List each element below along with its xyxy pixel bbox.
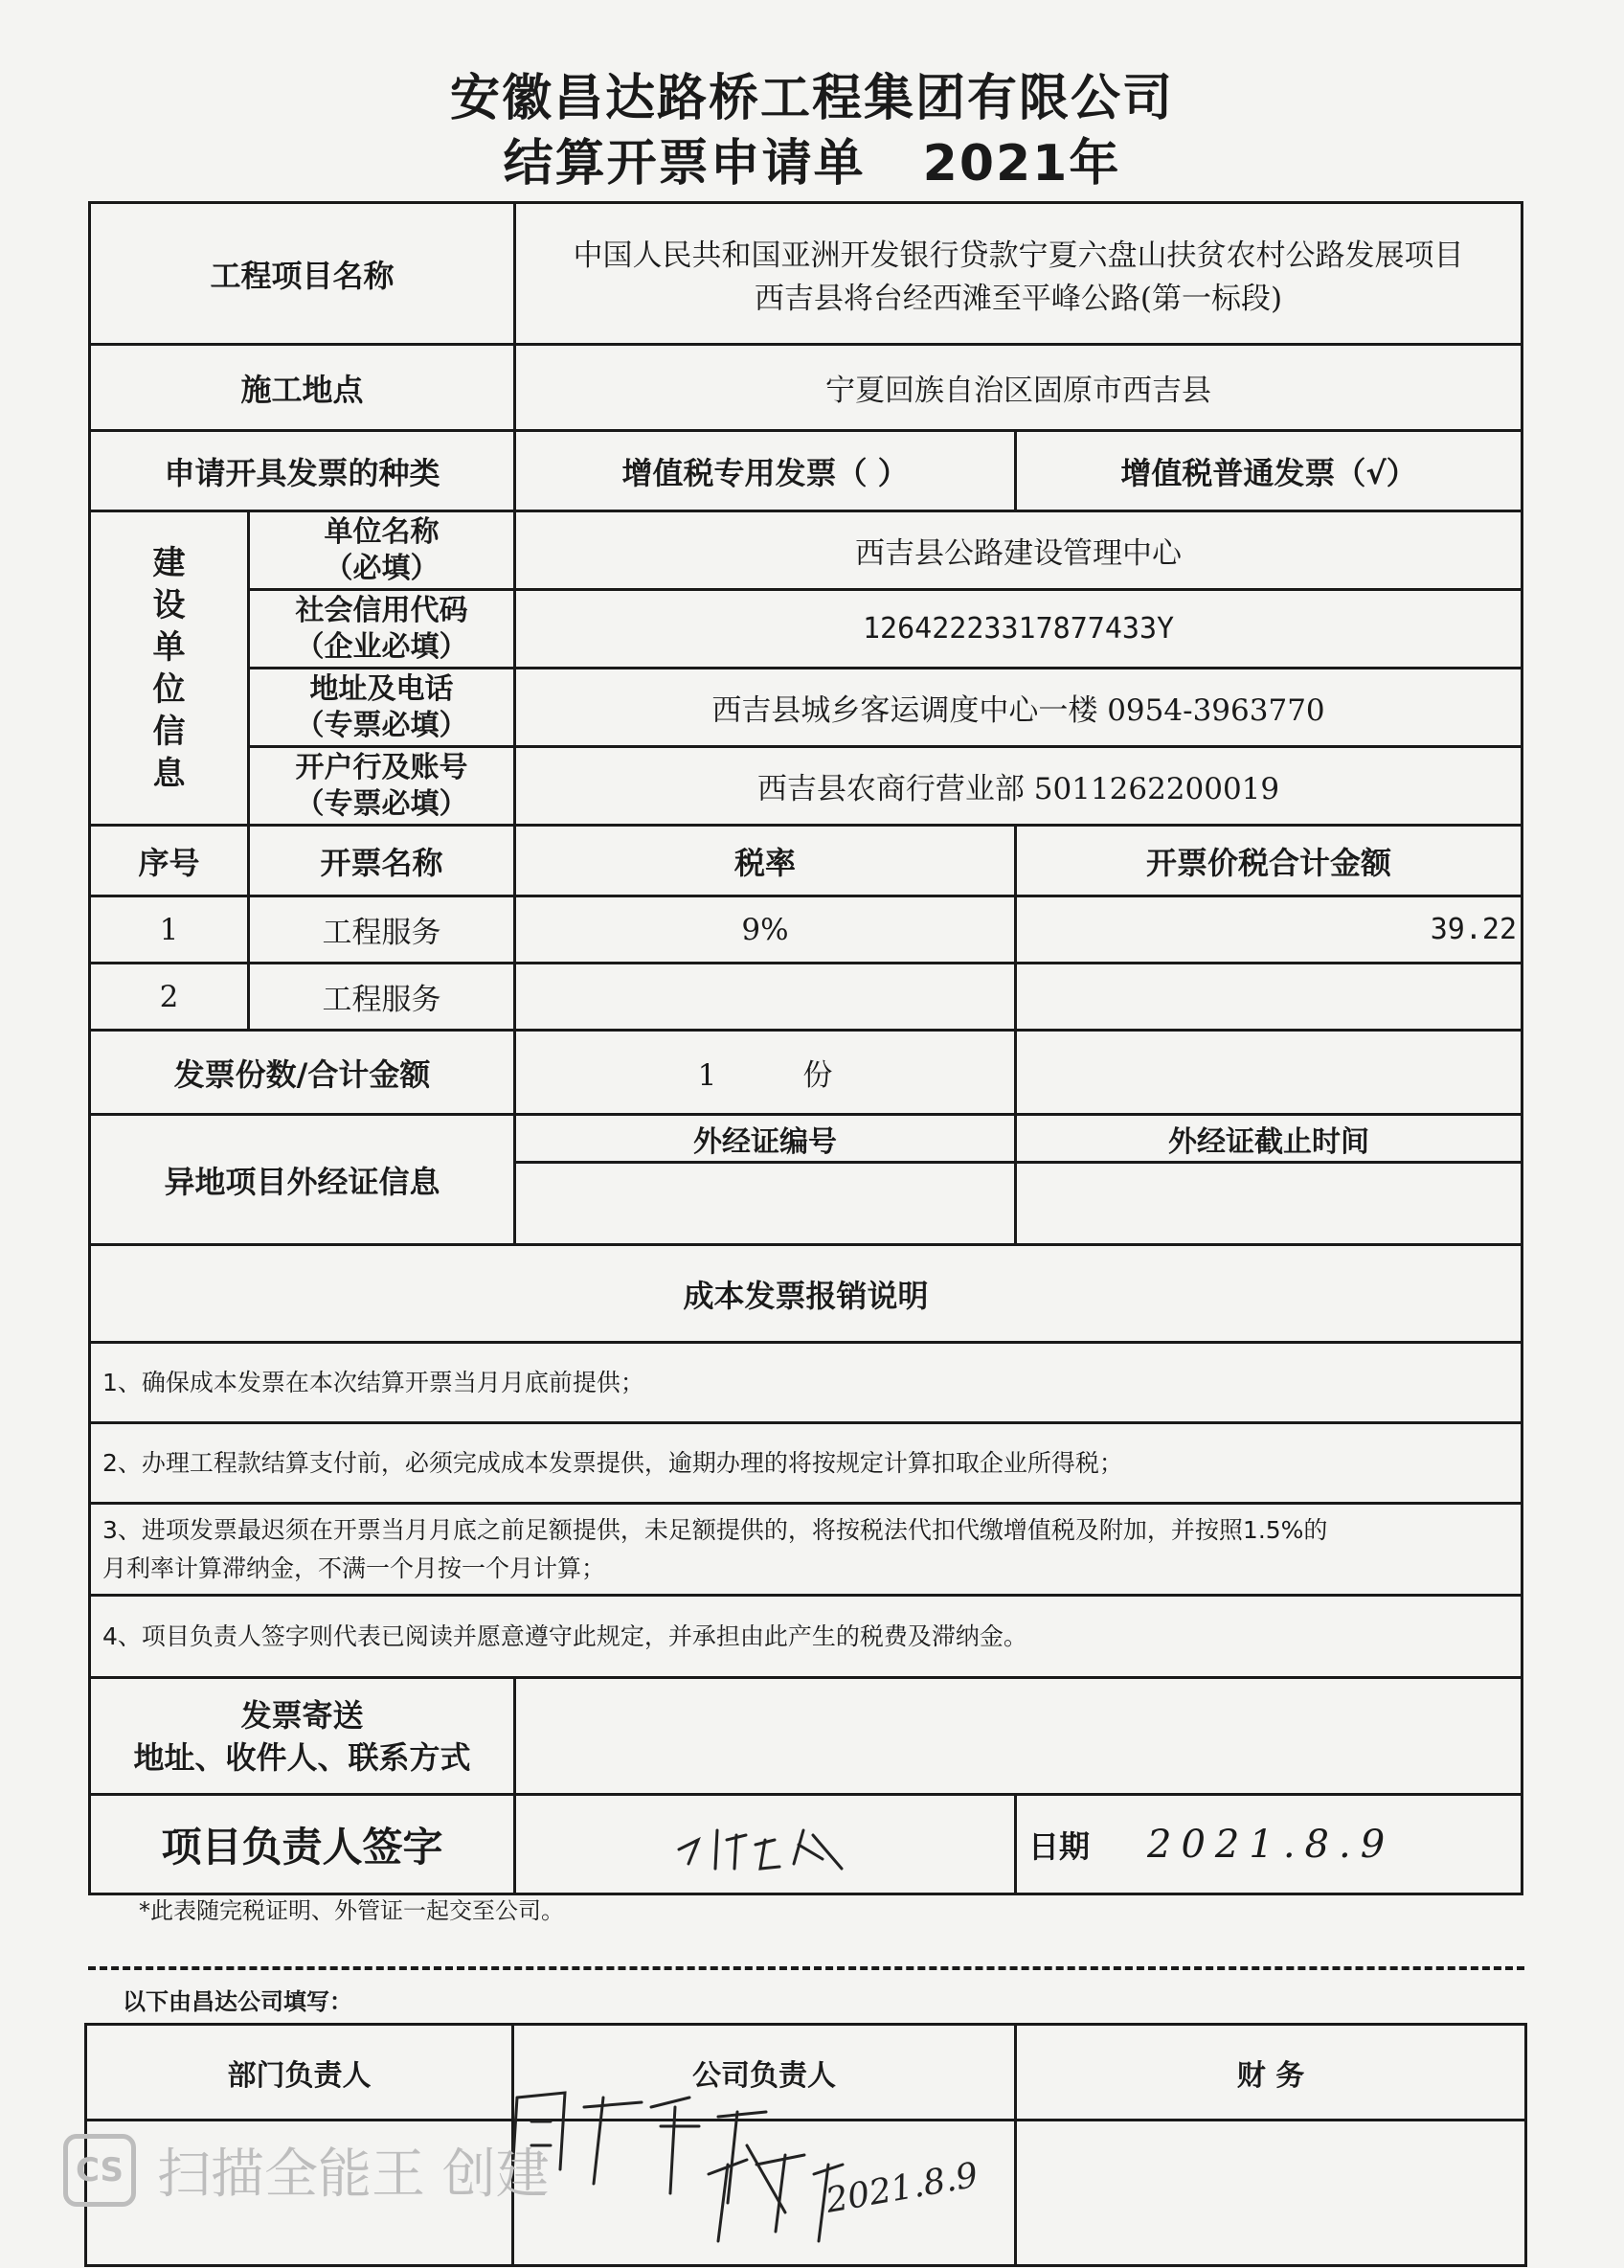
note-row-3 — [90, 1504, 1522, 1596]
item-name: 工程服务 — [249, 964, 515, 1031]
credit-code-row — [90, 590, 1522, 669]
note-3-line2: 月利率计算滞纳金，不满一个月按一个月计算； — [102, 1554, 606, 1582]
header-amount: 开票价税合计金额 — [1016, 826, 1522, 896]
watermark-text: 扫描全能王 创建 — [157, 2143, 550, 2206]
company-head-header: 公司负责人 — [513, 2025, 1016, 2121]
unit-requirement: （必填） — [324, 551, 440, 585]
item-no: 2 — [90, 964, 249, 1031]
site-label: 施工地点 — [90, 345, 515, 431]
note-row-1 — [90, 1343, 1522, 1423]
item-amount — [1016, 964, 1522, 1031]
item-name: 工程服务 — [249, 896, 515, 964]
approval-signature — [498, 2069, 1015, 2260]
invoice-type-row — [90, 431, 1522, 511]
scanner-watermark — [63, 2132, 550, 2209]
builder-unit-row — [90, 511, 1522, 590]
date-label: 日期 — [1028, 1827, 1091, 1865]
invoice-type-label: 申请开具发票的种类 — [90, 431, 515, 511]
credit-label-cell — [249, 590, 515, 669]
totals-label: 发票份数/合计金额 — [90, 1031, 515, 1115]
item-row — [90, 896, 1522, 964]
note-row-4 — [90, 1596, 1522, 1678]
external-label: 异地项目外经证信息 — [90, 1115, 515, 1245]
invoice-count: 1 — [697, 1058, 717, 1093]
company-name: 安徽昌达路桥工程集团有限公司 — [449, 70, 1174, 127]
mailing-label-line1: 发票寄送 — [240, 1696, 364, 1734]
dept-head-header: 部门负责人 — [86, 2025, 513, 2121]
item-rate: 9% — [515, 896, 1016, 964]
unit-label: 单位名称 — [324, 514, 440, 549]
signature-row — [90, 1795, 1522, 1894]
form-year: 2021年 — [922, 135, 1121, 193]
date-cell — [1016, 1795, 1522, 1894]
header-name: 开票名称 — [249, 826, 515, 896]
credit-requirement: （企业必填） — [295, 629, 468, 664]
site-row — [90, 345, 1522, 431]
totals-row — [90, 1031, 1522, 1115]
mailing-label — [90, 1678, 515, 1795]
form-title — [0, 123, 1624, 194]
handwritten-signature — [660, 1811, 870, 1878]
company-section-label: 以下由昌达公司填写： — [123, 1988, 352, 2015]
external-number-header: 外经证编号 — [515, 1115, 1016, 1163]
mailing-label-line2: 地址、收件人、联系方式 — [133, 1738, 471, 1776]
bank-row — [90, 747, 1522, 826]
bank-label: 开户行及账号 — [295, 750, 468, 784]
date-value: 2021.8.9 — [1147, 1822, 1395, 1867]
application-form-table — [88, 201, 1523, 1895]
item-no: 1 — [90, 896, 249, 964]
address-value: 西吉县城乡客运调度中心一楼 0954-3963770 — [515, 669, 1522, 747]
item-row — [90, 964, 1522, 1031]
project-name-row — [90, 203, 1522, 345]
project-name-value — [515, 203, 1522, 345]
invoice-type-normal: 增值税普通发票（√） — [1016, 431, 1522, 511]
finance-header: 财 务 — [1016, 2025, 1526, 2121]
submission-note: *此表随完税证明、外管证一起交至公司。 — [139, 1897, 564, 1924]
header-no: 序号 — [90, 826, 249, 896]
unit-value: 西吉县公路建设管理中心 — [515, 511, 1522, 590]
invoice-count-unit: 份 — [802, 1058, 833, 1093]
approval-signature-date: 2021.8.9 — [823, 2155, 981, 2221]
address-label-cell — [249, 669, 515, 747]
address-label: 地址及电话 — [309, 671, 454, 706]
items-header-row — [90, 826, 1522, 896]
bank-requirement: （专票必填） — [295, 786, 468, 821]
totals-count-cell — [515, 1031, 1016, 1115]
finance-sign — [1016, 2121, 1526, 2266]
notes-title-row — [90, 1245, 1522, 1343]
project-name-label: 工程项目名称 — [90, 203, 515, 345]
credit-value: 12642223317877433Y — [515, 590, 1522, 669]
header-rate: 税率 — [515, 826, 1016, 896]
note-3 — [90, 1504, 1522, 1596]
unit-label-cell — [249, 511, 515, 590]
bank-value: 西吉县农商行营业部 5011262200019 — [515, 747, 1522, 826]
item-amount: 39.22 — [1016, 896, 1522, 964]
note-1: 1、确保成本发票在本次结算开票当月月底前提供； — [90, 1343, 1522, 1423]
signature-cell — [515, 1795, 1016, 1894]
mailing-value — [515, 1678, 1522, 1795]
external-header-row — [90, 1115, 1522, 1163]
invoice-type-special: 增值税专用发票（ ） — [515, 431, 1016, 511]
note-2: 2、办理工程款结算支付前，必须完成成本发票提供，逾期办理的将按规定计算扣取企业所得税； — [90, 1423, 1522, 1504]
external-number-value — [515, 1163, 1016, 1245]
note-4: 4、项目负责人签字则代表已阅读并愿意遵守此规定，并承担由此产生的税费及滞纳金。 — [90, 1596, 1522, 1678]
cut-line — [88, 1966, 1524, 1970]
mailing-row — [90, 1678, 1522, 1795]
totals-amount — [1016, 1031, 1522, 1115]
address-row — [90, 669, 1522, 747]
site-value: 宁夏回族自治区固原市西吉县 — [515, 345, 1522, 431]
project-name-line2: 西吉县将台经西滩至平峰公路(第一标段) — [754, 281, 1283, 316]
address-requirement: （专票必填） — [295, 708, 468, 742]
credit-label: 社会信用代码 — [295, 593, 468, 627]
note-3-line1: 3、进项发票最迟须在开票当月月底之前足额提供，未足额提供的，将按税法代扣代缴增值税及附加，并按照1.5%的 — [102, 1515, 1328, 1544]
signature-label: 项目负责人签字 — [90, 1795, 515, 1894]
external-expiry-header: 外经证截止时间 — [1016, 1115, 1522, 1163]
project-name-line1: 中国人民共和国亚洲开发银行贷款宁夏六盘山扶贫农村公路发展项目 — [573, 238, 1464, 273]
external-expiry-value — [1016, 1163, 1522, 1245]
note-row-2 — [90, 1423, 1522, 1504]
form-title-text: 结算开票申请单 — [503, 135, 866, 193]
builder-group-cell — [90, 511, 249, 826]
builder-group-label: 建设单位信息 — [152, 543, 186, 793]
notes-title: 成本发票报销说明 — [90, 1245, 1522, 1343]
scanner-logo-icon: CS — [63, 2134, 136, 2207]
item-rate — [515, 964, 1016, 1031]
bank-label-cell — [249, 747, 515, 826]
